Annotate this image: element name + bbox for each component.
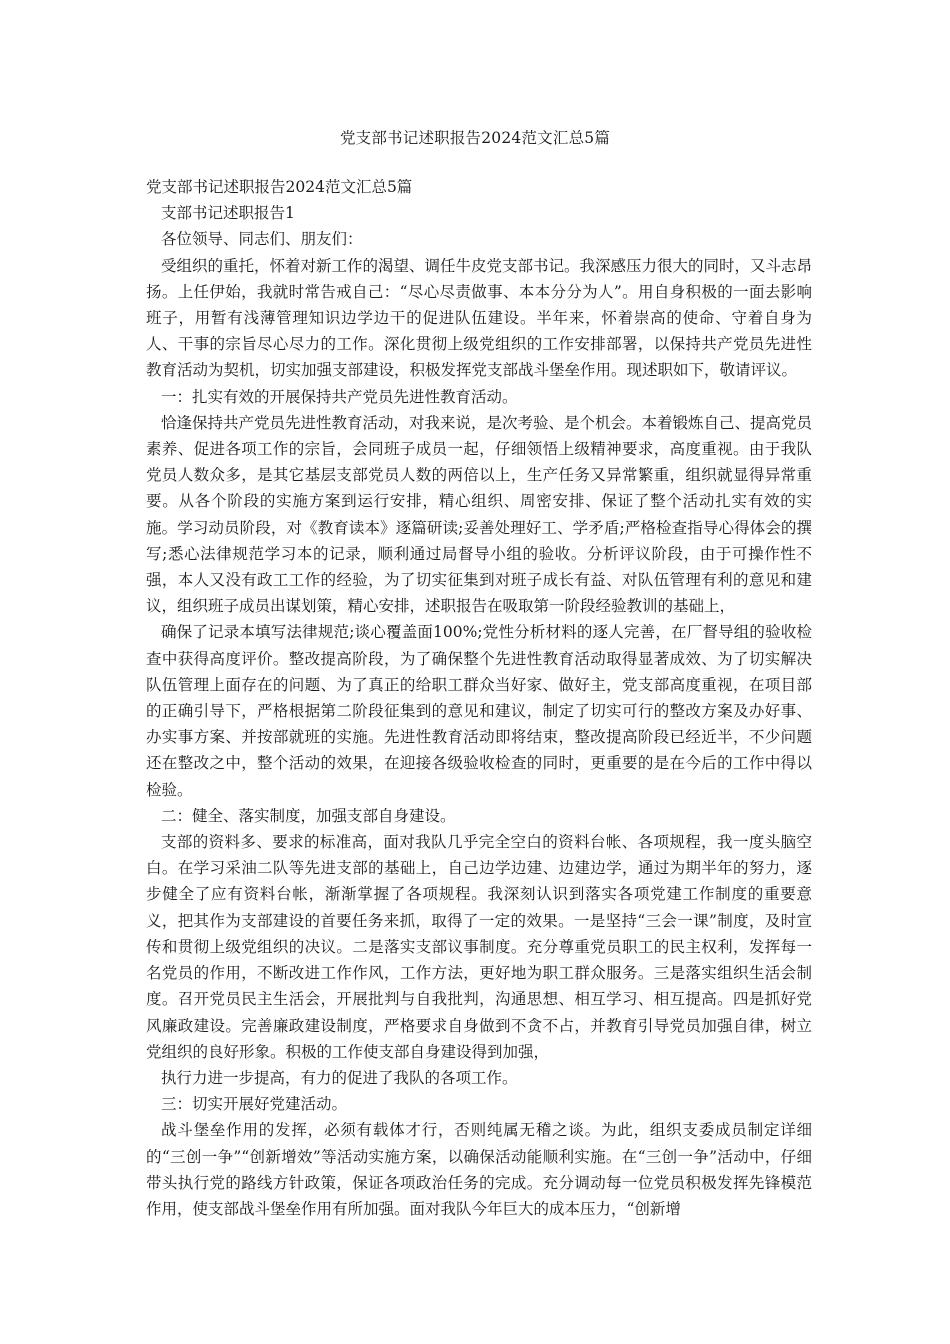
- paragraph: 支部书记述职报告1: [161, 204, 295, 223]
- paragraph: 党支部书记述职报告2024范文汇总5篇: [146, 178, 413, 196]
- paragraph: 各位领导、同志们、朋友们：: [161, 230, 363, 249]
- page-title: 党支部书记述职报告2024范文汇总5篇: [339, 129, 611, 147]
- paragraph: 三：切实开展好党建活动。: [161, 1095, 348, 1114]
- paragraph: 受组织的重托，怀着对新工作的渴望、调任牛皮党支部书记。我深感压力很大的同时，又斗志昂扬。上任伊始，我就时常告戒自己：“尽心尽责做事、本本分分为人”。用自身积极的一面去影响班子，用暂有浅薄管理知识边学边干的促进队伍建设。半年来，怀着崇高的使命、守着自身为人、干事的宗旨尽心尽力的工作。深化贯彻上级党组织的工作安排部署，以保持共产党员先进性教育活动为契机，切实加强支部建设，积极发挥党支部战斗堡垒作用。现述职如下，敬请评议。: [146, 256, 813, 380]
- paragraph: 恰逢保持共产党员先进性教育活动，对我来说，是次考验、是个机会。本着锻炼自己、提高党员素养、促进各项工作的宗旨，会同班子成员一起，仔细领悟上级精神要求，高度重视。由于我队党员人数众多，是其它基层支部党员人数的两倍以上，生产任务又异常繁重，组织就显得异常重要。从各个阶段的实施方案到运行安排，精心组织、周密安排、保证了整个活动扎实有效的实施。学习动员阶段，对《教育读本》逐篇研读;妥善处理好工、学矛盾;严格检查指导心得体会的撰写;悉心法律规范学习本的记录，顺利通过局督导小组的验收。分析评议阶段，由于可操作性不强，本人又没有政工工作的经验，为了切实征集到对班子成长有益、对队伍管理有利的意见和建议，组织班子成员出谋划策，精心安排，述职报告在吸取第一阶段经验教训的基础上，: [146, 413, 813, 616]
- paragraph: 战斗堡垒作用的发挥，必须有载体才行，否则纯属无稽之谈。为此，组织支委成员制定详细的“三创一争”“创新增效”等活动实施方案，以确保活动能顺利实施。在“三创一争”活动中，仔细带头执行党的路线方针政策，保证各项政治任务的完成。充分调动每一位党员积极发挥先锋模范作用，使支部战斗堡垒作用有所加强。面对我队今年巨大的成本压力，“创新增: [146, 1121, 812, 1218]
- paragraph: 确保了记录本填写法律规范;谈心覆盖面100%;党性分析材料的逐人完善，在厂督导组的验收检查中获得高度评价。整改提高阶段，为了确保整个先进性教育活动取得显著成效、为了切实解决队伍管理上面存在的问题、为了真正的给职工群众当好家、做好主，党支部高度重视，在项目部的正确引导下，严格根据第二阶段征集到的意见和建议，制定了切实可行的整改方案及办好事、办实事方案、并按部就班的实施。先进性教育活动即将结束，整改提高阶段已经近半，不少问题还在整改之中，整个活动的效果，在迎接各级验收检查的同时，更重要的是在今后的工作中得以检验。: [146, 623, 812, 799]
- paragraph: 支部的资料多、要求的标准高，面对我队几乎完全空白的资料台帐、各项规程，我一度头脑空白。在学习采油二队等先进支部的基础上，自己边学边建、边建边学，通过为期半年的努力，逐步健全了应有资料台帐，渐渐掌握了各项规程。我深刻认识到落实各项党建工作制度的重要意义，把其作为支部建设的首要任务来抓，取得了一定的效果。一是坚持“三会一课”制度，及时宣传和贯彻上级党组织的决议。二是落实支部议事制度。充分尊重党员职工的民主权利，发挥每一名党员的作用，不断改进工作作风，工作方法，更好地为职工群众服务。三是落实组织生活会制度。召开党员民主生活会，开展批判与自我批判，沟通思想、相互学习、相互提高。四是抓好党风廉政建设。完善廉政建设制度，严格要求自身做到不贪不占，并教育引导党员加强自律，树立党组织的良好形象。积极的工作使支部自身建设得到加强，: [146, 833, 812, 1061]
- paragraph: 执行力进一步提高，有力的促进了我队的各项工作。: [161, 1068, 518, 1087]
- paragraph: 一：扎实有效的开展保持共产党员先进性教育活动。: [161, 387, 518, 406]
- document-body: [146, 174, 812, 1222]
- paragraph: 二：健全、落实制度，加强支部自身建设。: [161, 806, 456, 825]
